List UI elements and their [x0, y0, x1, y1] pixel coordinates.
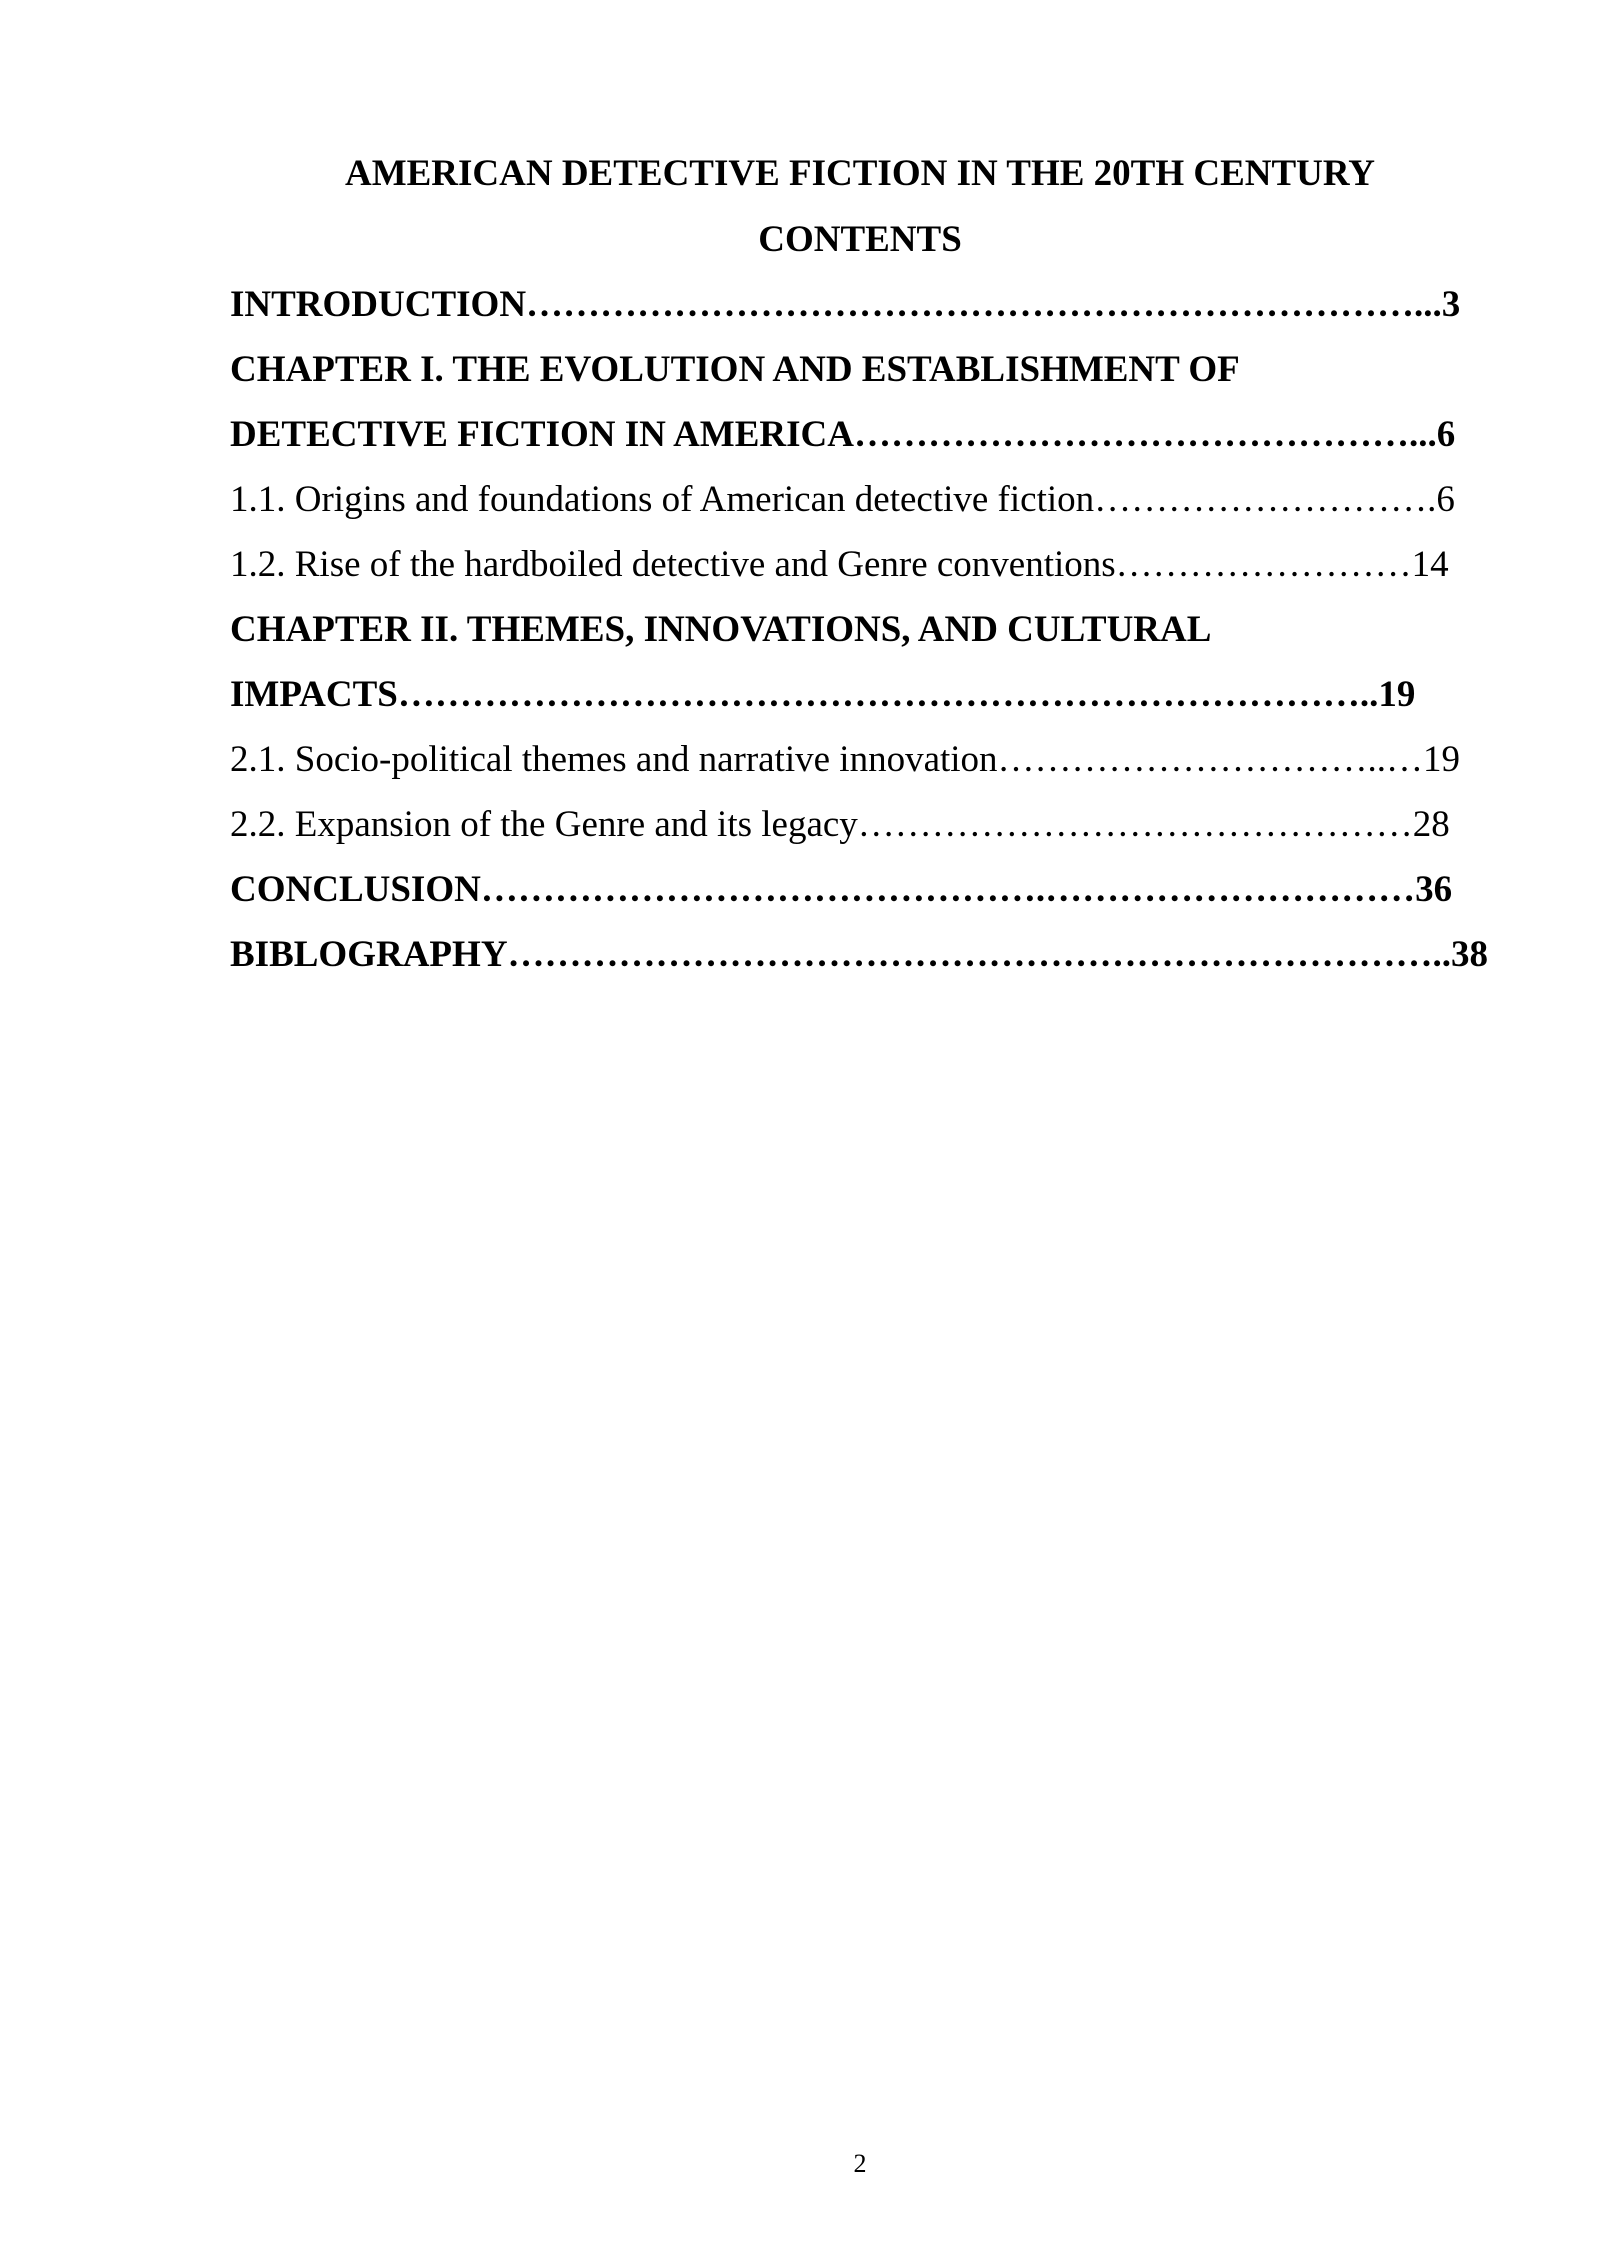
toc-entry-chapter-1-line-1: CHAPTER I. THE EVOLUTION AND ESTABLISHMENT OF [230, 349, 1240, 390]
toc-entry-conclusion: CONCLUSION……………………………………….…………………………36 [230, 869, 1453, 910]
page-number: 2 [853, 2149, 867, 2178]
document-title: AMERICAN DETECTIVE FICTION IN THE 20TH CENTURY [344, 153, 1376, 194]
toc-entry-section-2-2: 2.2. Expansion of the Genre and its legacy………………………………………28 [230, 804, 1450, 845]
toc-entry-bibliography: BIBLOGRAPHY…………………………………………………………………..38 [230, 934, 1489, 975]
toc-entry-introduction: INTRODUCTION………………………………………………………………...3 [230, 284, 1461, 325]
contents-heading: CONTENTS [758, 219, 962, 260]
toc-entry-chapter-2-line-2: IMPACTS……………………………………………………………………..19 [230, 674, 1416, 715]
toc-entry-section-2-1: 2.1. Socio-political themes and narrative innovation…………………………..…19 [230, 739, 1461, 780]
toc-entry-chapter-2-line-1: CHAPTER II. THEMES, INNOVATIONS, AND CULTURAL [230, 609, 1212, 650]
toc-entry-chapter-1-line-2: DETECTIVE FICTION IN AMERICA………………………………………...6 [230, 414, 1456, 455]
toc-entry-section-1-1: 1.1. Origins and foundations of American detective fiction……………………….6 [230, 479, 1455, 520]
toc-entry-section-1-2: 1.2. Rise of the hardboiled detective and Genre conventions……………………14 [230, 544, 1449, 585]
